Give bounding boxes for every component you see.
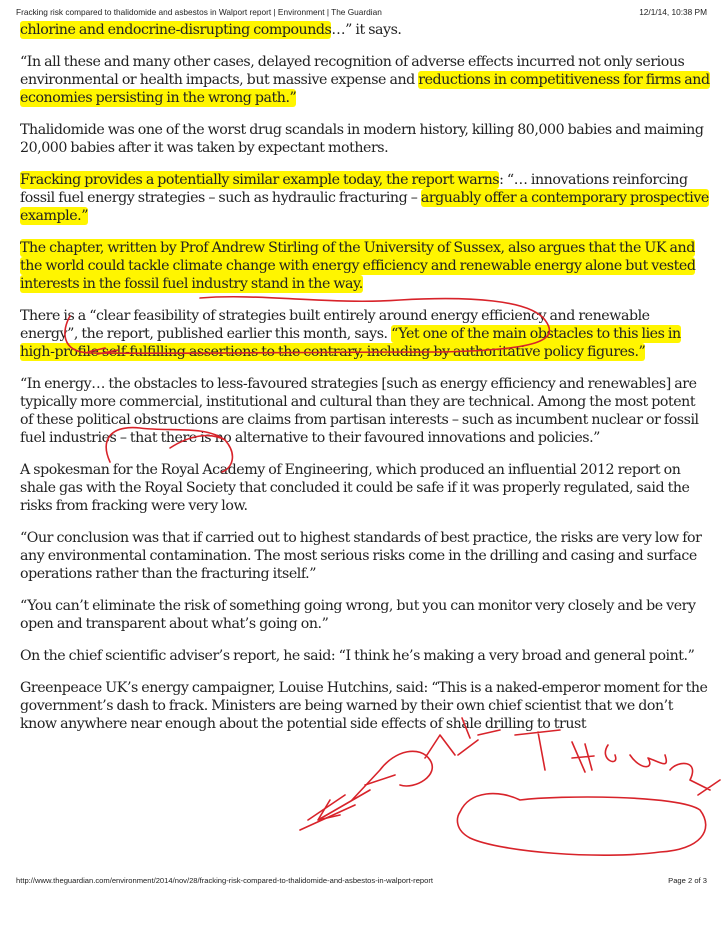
paragraph [20, 171, 710, 225]
paragraph [20, 239, 710, 293]
text: There is a “clear feasibility of strategies built entirely around energy efficiency and renewable energy”, the report, published earlier this month, says. [20, 308, 650, 342]
paragraph [20, 679, 710, 733]
highlighted-text: “Yet one of the main obstacles to this lies in high-profile self-fulfilling assertions to the contrary, including by authoritative policy figures.” [20, 326, 681, 360]
highlighted-text: arguably offer a contemporary prospective example.” [20, 190, 709, 224]
arrow-to-louise-hutchins [318, 790, 370, 820]
highlighted-text: The chapter, written by Prof Andrew Stirling of the University of Sussex, also argues that the UK and the world could tackle climate change with energy efficiency and renewable energy alone but vested interests in the fossil fuel industry stand in the way. [20, 240, 696, 292]
highlighted-text: Fracking provides a potentially similar example today, the report warns [20, 172, 500, 188]
text: A spokesman for the Royal Academy of Engineering, which produced an influential 2012 report on shale gas with the Royal Society that concluded it could be safe if it was properly regulated, said the risks from fracking were very low. [20, 462, 690, 514]
text: : “… innovations reinforcing fossil fuel energy strategies – such as hydraulic fracturing – [20, 172, 688, 206]
text: “You can’t eliminate the risk of something going wrong, but you can monitor very closely and be very open and transparent about what’s going on.” [20, 598, 696, 632]
paragraph [20, 307, 710, 361]
paragraph [20, 21, 710, 39]
print-footer [0, 870, 723, 890]
page-number: Page 2 of 3 [668, 876, 707, 885]
text: Greenpeace UK’s energy campaigner, Louise Hutchins, said: “This is a naked-emperor moment for the government’s dash to frack. Ministers are being warned by their own chief scientist that we don’t know anywhere near enough about the potential side effects of shale drilling to trust [20, 680, 708, 732]
article-body [20, 21, 710, 747]
paragraph [20, 375, 710, 447]
paragraph [20, 121, 710, 157]
paragraph [20, 597, 710, 633]
text: “In all these and many other cases, delayed recognition of adverse effects incurred not only serious environmental or health impacts, but massive expense and [20, 54, 685, 88]
text: …” it says. [331, 22, 402, 38]
source-url: http://www.theguardian.com/environment/2014/nov/28/fracking-risk-compared-to-thalidomide-and-asbestos-in-walport-report [16, 876, 434, 885]
paragraph [20, 647, 710, 665]
paragraph [20, 53, 710, 107]
circle-annotation-quote [457, 794, 705, 856]
text: Thalidomide was one of the worst drug scandals in modern history, killing 80,000 babies and maiming 20,000 babies after it was taken by expectant mothers. [20, 122, 704, 156]
text: “In energy… the obstacles to less-favoured strategies [such as energy efficiency and renewables] are typically more commercial, institutional and cultural than they are technical. Among the most potent of these political obstructions are claims from partisan interests – such as incumbent nuclear or fossil fuel industries – that there is no alternative to their favoured innovations and policies.” [20, 376, 699, 446]
page-title: Fracking risk compared to thalidomide and asbestos in Walport report | Environment | The Guardian [16, 7, 382, 17]
highlighted-text: reductions in competitiveness for firms and economies persisting in the wrong path.” [20, 72, 710, 106]
paragraph [20, 461, 710, 515]
highlighted-text: chlorine and endocrine-disrupting compounds [20, 22, 332, 38]
paragraph [20, 529, 710, 583]
text: On the chief scientific adviser’s report, he said: “I think he’s making a very broad and general point.” [20, 648, 695, 664]
text: “Our conclusion was that if carried out to highest standards of best practice, the risks are very low for any environmental contamination. The most serious risks come in the drilling and casing and surface operations rather than the fracturing itself.” [20, 530, 702, 582]
print-timestamp: 12/1/14, 10:38 PM [639, 7, 707, 17]
